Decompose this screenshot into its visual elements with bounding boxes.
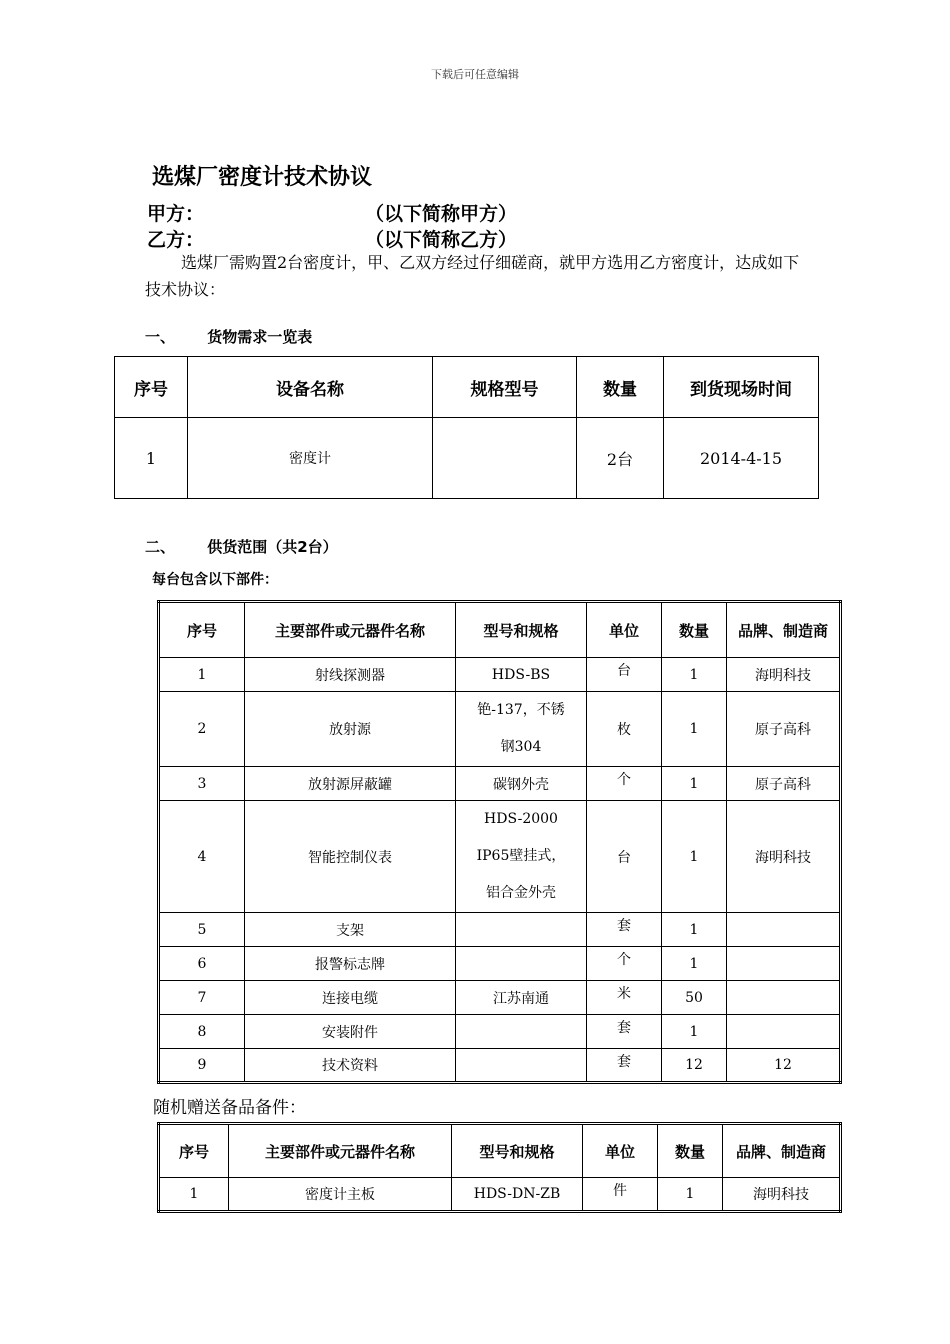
table-cell: 1 — [662, 913, 727, 947]
table-row — [159, 913, 841, 947]
table-cell: 9 — [159, 1049, 245, 1083]
col-header: 型号和规格 — [452, 1124, 583, 1178]
table-cell: 密度计 — [188, 418, 433, 499]
col-header: 数量 — [658, 1124, 723, 1178]
table-cell: 件 — [583, 1178, 658, 1212]
col-header: 序号 — [159, 1124, 229, 1178]
table-row — [159, 1049, 841, 1083]
table-cell: 12 — [662, 1049, 727, 1083]
section-2-number: 二、 — [145, 538, 176, 556]
table-cell: 支架 — [245, 913, 456, 947]
table-cell: 碳钢外壳 — [456, 767, 587, 801]
table-cell: 6 — [159, 947, 245, 981]
table-cell: 12 — [727, 1049, 841, 1083]
table-row — [159, 1015, 841, 1049]
table-cell: 海明科技 — [723, 1178, 841, 1212]
table-row — [159, 658, 841, 692]
table-cell: 1 — [662, 947, 727, 981]
table-cell — [456, 913, 587, 947]
col-header: 数量 — [577, 357, 664, 418]
party-b-label: 乙方： — [147, 229, 205, 251]
table-cell — [727, 913, 841, 947]
spec-line: 铝合金外壳 — [486, 885, 556, 901]
table-cell: 套 — [587, 1049, 662, 1083]
col-header: 品牌、制造商 — [727, 602, 841, 658]
table-cell: 1 — [662, 1015, 727, 1049]
table-cell: 海明科技 — [727, 658, 841, 692]
table-cell: HDS-DN-ZB — [452, 1178, 583, 1212]
table-cell: 1 — [662, 767, 727, 801]
table-cell: 5 — [159, 913, 245, 947]
table-cell: 原子高科 — [727, 692, 841, 767]
col-header: 数量 — [662, 602, 727, 658]
table-cell: 1 — [159, 658, 245, 692]
table-row — [159, 981, 841, 1015]
table-cell: 个 — [587, 947, 662, 981]
col-header: 规格型号 — [433, 357, 577, 418]
table-cell: 8 — [159, 1015, 245, 1049]
table-cell: 原子高科 — [727, 767, 841, 801]
table-cell: 套 — [587, 913, 662, 947]
table-cell: 米 — [587, 981, 662, 1015]
spare-parts-table — [157, 1122, 842, 1213]
section-2-heading — [145, 536, 338, 557]
table-cell: 个 — [587, 767, 662, 801]
table-cell — [727, 947, 841, 981]
table-cell: 套 — [587, 1015, 662, 1049]
table-cell — [456, 1015, 587, 1049]
table-cell — [433, 418, 577, 499]
col-header: 品牌、制造商 — [723, 1124, 841, 1178]
table-cell: 2014-4-15 — [664, 418, 819, 499]
table-row — [159, 801, 841, 913]
table-cell — [456, 692, 587, 767]
table-row — [159, 767, 841, 801]
table-row — [159, 1178, 841, 1212]
spec-line: HDS-2000 — [484, 811, 558, 827]
table-cell: 台 — [587, 801, 662, 913]
table-cell: 连接电缆 — [245, 981, 456, 1015]
table-cell: 2台 — [577, 418, 664, 499]
table-cell: 枚 — [587, 692, 662, 767]
table-cell: 1 — [115, 418, 188, 499]
table-header-row — [115, 357, 819, 418]
table-cell — [456, 801, 587, 913]
party-a-note: （以下简称甲方） — [365, 203, 518, 225]
table-header-row — [159, 602, 841, 658]
party-b-note: （以下简称乙方） — [365, 229, 518, 251]
table-cell: 1 — [662, 692, 727, 767]
table-cell — [456, 1049, 587, 1083]
table-cell: 台 — [587, 658, 662, 692]
goods-demand-table — [114, 356, 819, 499]
spec-line: IP65壁挂式， — [476, 848, 566, 864]
section-1-heading — [145, 326, 312, 347]
table-cell: 1 — [662, 801, 727, 913]
table-cell: 3 — [159, 767, 245, 801]
table-cell: 智能控制仪表 — [245, 801, 456, 913]
table-cell — [727, 1015, 841, 1049]
table-cell: 海明科技 — [727, 801, 841, 913]
col-header: 设备名称 — [188, 357, 433, 418]
supply-scope-table — [157, 600, 842, 1084]
table-cell: 1 — [658, 1178, 723, 1212]
table-row — [159, 692, 841, 767]
party-b — [147, 225, 518, 252]
col-header: 单位 — [583, 1124, 658, 1178]
party-a-label: 甲方： — [147, 203, 205, 225]
col-header: 序号 — [115, 357, 188, 418]
table-header-row — [159, 1124, 841, 1178]
party-a — [147, 199, 518, 226]
col-header: 主要部件或元器件名称 — [245, 602, 456, 658]
table-cell: 江苏南通 — [456, 981, 587, 1015]
col-header: 单位 — [587, 602, 662, 658]
table-cell: 1 — [662, 658, 727, 692]
table-cell — [727, 981, 841, 1015]
document-title: 选煤厂密度计技术协议 — [152, 165, 373, 190]
components-subtitle: 每台包含以下部件： — [152, 572, 278, 588]
col-header: 到货现场时间 — [664, 357, 819, 418]
table-cell: 7 — [159, 981, 245, 1015]
table-cell: 安装附件 — [245, 1015, 456, 1049]
table-cell — [456, 947, 587, 981]
table-cell: 1 — [159, 1178, 229, 1212]
table-cell: 密度计主板 — [229, 1178, 452, 1212]
intro-paragraph: 选煤厂需购置2台密度计，甲、乙双方经过仔细磋商，就甲方选用乙方密度计，达成如下技术协议： — [145, 253, 800, 299]
section-2-title: 供货范围（共2台） — [207, 538, 338, 556]
col-header: 型号和规格 — [456, 602, 587, 658]
table-cell: HDS-BS — [456, 658, 587, 692]
table-cell: 4 — [159, 801, 245, 913]
spec-line: 铯-137，不锈 — [477, 702, 565, 718]
table-cell: 放射源 — [245, 692, 456, 767]
header-note: 下载后可任意编辑 — [431, 68, 519, 81]
table-row — [159, 947, 841, 981]
section-1-title: 货物需求一览表 — [207, 328, 313, 346]
spare-parts-title: 随机赠送备品备件： — [153, 1098, 306, 1118]
spec-line: 钢304 — [500, 739, 542, 755]
table-cell: 50 — [662, 981, 727, 1015]
table-cell: 2 — [159, 692, 245, 767]
table-row — [115, 418, 819, 499]
section-1-number: 一、 — [145, 328, 176, 346]
col-header: 主要部件或元器件名称 — [229, 1124, 452, 1178]
table-cell: 报警标志牌 — [245, 947, 456, 981]
table-cell: 放射源屏蔽罐 — [245, 767, 456, 801]
table-cell: 技术资料 — [245, 1049, 456, 1083]
col-header: 序号 — [159, 602, 245, 658]
table-cell: 射线探测器 — [245, 658, 456, 692]
